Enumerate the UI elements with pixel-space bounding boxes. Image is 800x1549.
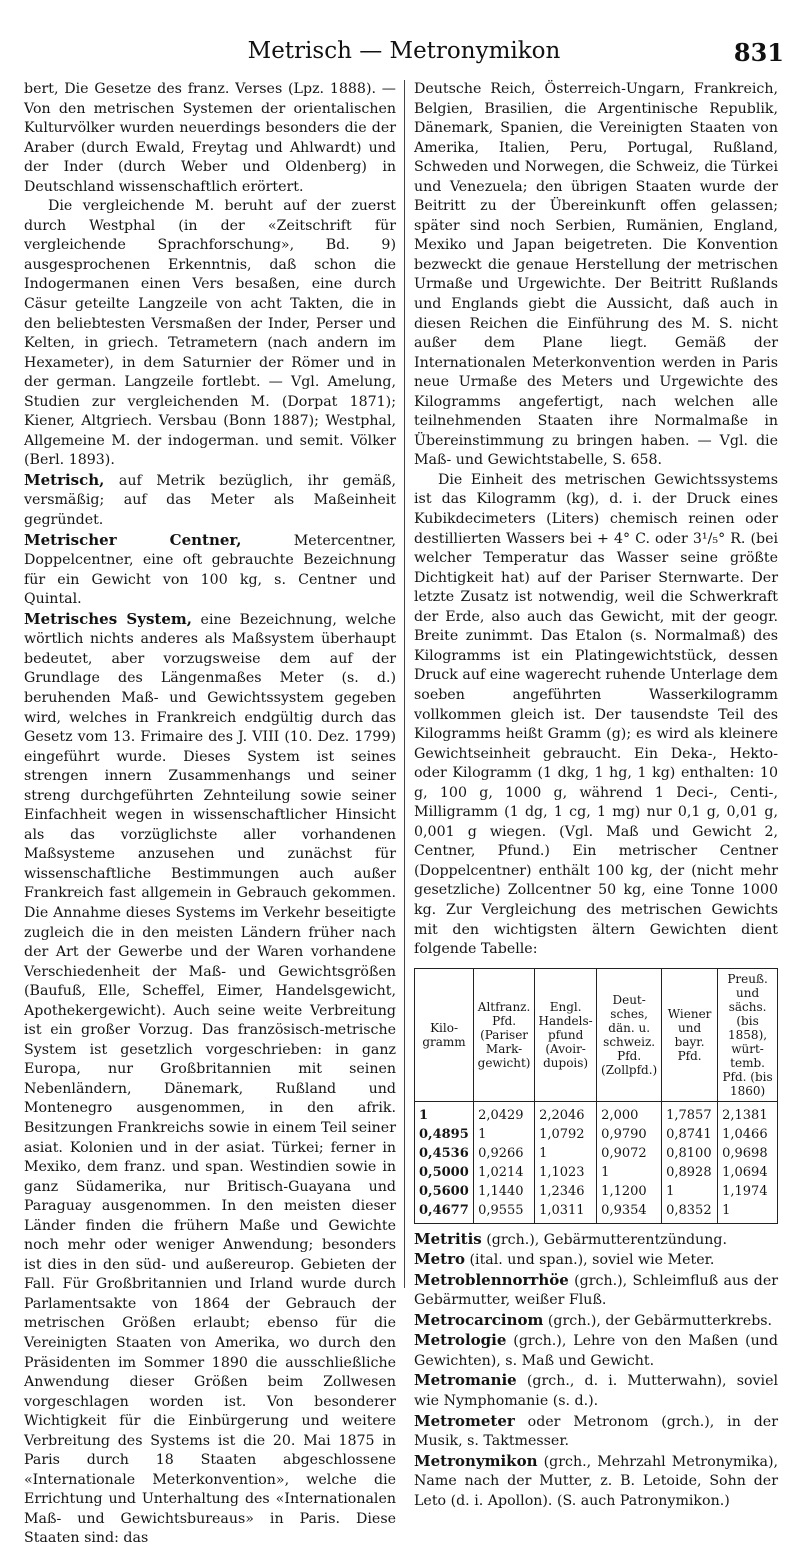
entry-lemma: Metrischer Centner,	[24, 530, 242, 549]
entry-lemma: Metrisches System,	[24, 609, 192, 628]
dictionary-entry	[414, 1311, 778, 1332]
table-cell: 0,9072	[597, 1144, 662, 1163]
table-cell: 1,1200	[597, 1182, 662, 1201]
entry-text: oder Metronom (grch.), in der Musik, s. Taktmesser.	[414, 1413, 778, 1450]
entry-text: Metercentner, Doppelcentner, eine oft gebrauchte Bezeichnung für ein Gewicht von 100 kg, s. Centner und Quintal.	[24, 532, 396, 608]
entry-lemma: Metrometer	[414, 1411, 515, 1430]
table-cell: 0,9354	[597, 1201, 662, 1224]
table-cell: 1,1440	[474, 1182, 535, 1201]
entry-lemma: Metro	[414, 1250, 465, 1269]
table-header-row	[415, 968, 778, 1101]
table-cell: 2,1381	[718, 1101, 778, 1125]
dictionary-entry	[414, 1331, 778, 1371]
entry-lemma: Metronymikon	[414, 1451, 538, 1470]
table-cell: 1,2346	[535, 1182, 597, 1201]
dictionary-entry	[24, 610, 396, 1549]
paragraph: Die Einheit des metrischen Gewichtssystems ist das Kilogramm (kg), d. i. der Druck eines Kubikdecimeters (Liters) chemisch reinen oder destillierten Wassers bei + 4° C. oder 3¹/₅° R. (bei welcher Temperatur das Wasser seine größte Dichtigkeit hat) auf der Pariser Sternwarte. Der letzte Zusatz ist notwendig, weil die Schwerkraft der Erde, also auch das Gewicht, mit der geogr. Breite zunimmt. Das Etalon (s. Normalmaß) des Kilogramms ist ein Platingewichtstück, dessen Druck auf eine wagerecht ruhende Unterlage dem soeben angeführten Wasserkilogramm vollkommen gleich ist. Der tausendste Teil des Kilogramms heißt Gramm (g); es wird als kleinere Gewichtseinheit gebraucht. Ein Deka-, Hekto- oder Kilogramm (1 dkg, 1 hg, 1 kg) enthalten: 10 g, 100 g, 1000 g, während 1 Deci-, Centi-, Milligramm (1 dg, 1 cg, 1 mg) nur 0,1 g, 0,01 g, 0,001 g wiegen. (Vgl. Maß und Gewicht 2, Centner, Pfund.) Ein metrischer Centner (Doppelcentner) enthält 100 kg, der (nicht mehr gesetzliche) Zollcentner 50 kg, eine Tonne 1000 kg. Zur Vergleichung des metrischen Gewichts mit den wichtigsten ältern Gewichten dient folgende Tabelle:	[414, 471, 778, 958]
paragraph: bert, Die Gesetze des franz. Verses (Lpz. 1888). — Von den metrischen Systemen der orientalischen Kulturvölker wurden neuerdings besonders die der Araber (durch Ewald, Freytag und Ahlwardt) und der Inder (durch Weber und Oldenberg) in Deutschland wissenschaftlich erörtert.	[24, 81, 396, 195]
table-cell: 1,0694	[718, 1163, 778, 1182]
table-cell: 2,2046	[535, 1101, 597, 1125]
table-row	[415, 1101, 778, 1125]
entry-text: eine Bezeichnung, welche wörtlich nichts anderes als Maßsystem überhaupt bedeutet, aber vorzugsweise dem auf der Grundlage des Längenmaßes Meter (s. d.) beruhenden Maß- und Gewichtssystem gegeben wird, welches in Frankreich endgültig durch das Gesetz vom 13. Frimaire des J. VIII (10. Dez. 1799) eingeführt wurde. Dieses System ist seines strengen innern Zusammenhangs und seiner streng durchgeführten Zehnteilung sowie seiner Einfachheit wegen in wissenschaftlicher Hinsicht als das vorzüglichste aller vorhandenen Maßsysteme anzusehen und zunächst für wissenschaftliche Bestimmungen auch außer Frankreich fast allgemein in Gebrauch gekommen. Die Annahme dieses Systems im Verkehr beseitigte zugleich die in den meisten Ländern früher nach der Art der Gewerbe und der Waren vorhandene Verschiedenheit der Maß- und Gewichtsgrößen (Baufuß, Elle, Scheffel, Eimer, Handelsgewicht, Apothekergewicht). Auch seine weite Verbreitung ist ein großer Vorzug. Das französisch-metrische System ist gesetzlich vorgeschrieben: in ganz Europa, nur Großbritannien mit seinen Nebenländern, Dänemark, Rußland und Montenegro ausgenommen, in den afrik. Besitzungen Frankreichs sowie in einem Teil seiner asiat. Kolonien und in der asiat. Türkei; ferner in Mexiko, dem franz. und span. Westindien sowie in ganz Südamerika, nur Britisch-Guayana und Paraguay ausgenommen. In den meisten dieser Länder finden die frühern Maße und Gewichte noch mehr oder weniger Anwendung; besonders ist dies in den süd- und außereurop. Gebieten der Fall. Für Großbritannien und Irland wurde durch Parlamentsakte von 1864 der Gebrauch der metrischen Größen erlaubt; ebenso für die Vereinigten Staaten von Amerika, wo durch den Präsidenten im Sommer 1890 die ausschließliche Anwendung dieser Größen beim Zollwesen vorgeschlagen worden ist. Von besonderer Wichtigkeit für die Einbürgerung und weitere Verbreitung des Systems ist die 20. Mai 1875 in Paris durch 18 Staaten abgeschlossene «Internationale Meterkonvention», welche die Errichtung und Unterhaltung des «Internationalen Maß- und Gewichtsbureaus» in Paris. Diese Staaten sind: das	[24, 611, 396, 1547]
table-cell: 0,5600	[415, 1182, 474, 1201]
dictionary-entry	[414, 1371, 778, 1411]
table-header: Wiener und bayr. Pfd.	[662, 968, 718, 1101]
table-header: Altfranz. Pfd. (Pariser Mark-gewicht)	[474, 968, 535, 1101]
page-header	[24, 34, 784, 74]
table-row	[415, 1125, 778, 1144]
entry-lemma: Metroblennorrhöe	[414, 1270, 569, 1289]
table-cell: 0,9555	[474, 1201, 535, 1224]
table-cell: 0,8741	[662, 1125, 718, 1144]
table-cell: 1,1974	[718, 1182, 778, 1201]
table-header: Kilo-gramm	[415, 968, 474, 1101]
entry-text: auf Metrik bezüglich, ihr gemäß, versmäßig; auf das Meter als Maßeinheit gegründet.	[24, 472, 396, 529]
table-cell: 1,0311	[535, 1201, 597, 1224]
table-cell: 1,0214	[474, 1163, 535, 1182]
entry-lemma: Metrocarcinom	[414, 1310, 544, 1329]
weight-comparison-table	[414, 968, 778, 1224]
table-cell: 0,8928	[662, 1163, 718, 1182]
dictionary-entry	[414, 1412, 778, 1452]
dictionary-entry	[414, 1452, 778, 1512]
table-cell: 0,8100	[662, 1144, 718, 1163]
entry-text: (grch.), Schleimfluß aus der Gebärmutter, weißer Fluß.	[414, 1272, 778, 1309]
table-header: Engl. Handels-pfund (Avoir-dupois)	[535, 968, 597, 1101]
table-cell: 1	[718, 1201, 778, 1224]
page-number: 831	[733, 38, 784, 67]
table-cell: 2,000	[597, 1101, 662, 1125]
entry-text: (grch.), Lehre von den Maßen (und Gewichten), s. Maß und Gewicht.	[414, 1333, 778, 1369]
table-cell: 1,7857	[662, 1101, 718, 1125]
table-row	[415, 1163, 778, 1182]
dictionary-entry	[414, 1230, 778, 1251]
entry-text: (ital. und span.), soviel wie Meter.	[469, 1252, 715, 1269]
entry-lemma: Metrisch,	[24, 470, 105, 489]
table-cell: 2,0429	[474, 1101, 535, 1125]
paragraph: Deutsche Reich, Österreich-Ungarn, Frankreich, Belgien, Brasilien, die Argentinische Republik, Dänemark, Spanien, die Vereinigten Staaten von Amerika, Italien, Peru, Portugal, Rußland, Schweden und Norwegen, die Schweiz, die Türkei und Venezuela; den übrigen Staaten wurde der Beitritt zu der Übereinkunft offen gelassen; später sind noch Serbien, Rumänien, England, Mexiko und Japan beigetreten. Die Konvention bezweckt die genaue Herstellung der metrischen Urmaße und Urgewichte. Der Beitritt Rußlands und Englands giebt die Aussicht, daß auch in diesen Reichen die Einführung des M. S. nicht außer dem Plane liegt. Gemäß der Internationalen Meterkonvention werden in Paris neue Urmaße des Meters und Urgewichte des Kilogramms angefertigt, nach welchen alle teilnehmenden Staaten ihre Normalmaße in Übereinstimmung zu bringen haben. — Vgl. die Maß- und Gewichtstabelle, S. 658.	[414, 81, 778, 469]
table-cell: 0,4677	[415, 1201, 474, 1224]
table-cell: 0,8352	[662, 1201, 718, 1224]
entry-text: (grch.), Gebärmutterentzündung.	[486, 1231, 727, 1248]
entry-lemma: Metritis	[414, 1229, 482, 1248]
table-header: Preuß. und sächs. (bis 1858), würt-temb. Pfd. (bis 1860)	[718, 968, 778, 1101]
table-cell: 0,4895	[415, 1125, 474, 1144]
table-cell: 1	[415, 1101, 474, 1125]
table-cell: 1,0466	[718, 1125, 778, 1144]
table-cell: 0,5000	[415, 1163, 474, 1182]
table-cell: 1	[474, 1125, 535, 1144]
table-cell: 0,4536	[415, 1144, 474, 1163]
table-row	[415, 1144, 778, 1163]
table-cell: 1	[535, 1144, 597, 1163]
right-column	[414, 80, 778, 1511]
entry-text: (grch., Mehrzahl Metronymika), Name nach der Mutter, z. B. Letoide, Sohn der Leto (d. i. Apollon). (S. auch Patronymikon.)	[414, 1453, 778, 1509]
entry-lemma: Metromanie	[414, 1371, 517, 1390]
table-cell: 1	[597, 1163, 662, 1182]
running-title: Metrisch — Metronymikon	[247, 38, 561, 64]
entry-lemma: Metrologie	[414, 1331, 507, 1350]
table-cell: 0,9698	[718, 1144, 778, 1163]
left-column	[24, 80, 396, 1549]
table-row	[415, 1201, 778, 1224]
dictionary-entry	[414, 1250, 778, 1271]
dictionary-entry	[24, 471, 396, 531]
dictionary-entry	[24, 531, 396, 610]
table-row	[415, 1182, 778, 1201]
entry-text: (grch., d. i. Mutterwahn), soviel wie Nymphomanie (s. d.).	[414, 1373, 779, 1409]
table-cell: 0,9266	[474, 1144, 535, 1163]
table-cell: 1,1023	[535, 1163, 597, 1182]
table-cell: 1,0792	[535, 1125, 597, 1144]
table-cell: 0,9790	[597, 1125, 662, 1144]
table-header: Deut-sches, dän. u. schweiz. Pfd. (Zollpfd.)	[597, 968, 662, 1101]
table-cell: 1	[662, 1182, 718, 1201]
paragraph: Die vergleichende M. beruht auf der zuerst durch Westphal (in der «Zeitschrift für vergleichende Sprachforschung», Bd. 9) ausgesprochenen Erkenntnis, daß schon die Indogermanen einen Vers besaßen, eine durch Cäsur geteilte Langzeile von acht Takten, die in den beliebtesten Versmaßen der Inder, Perser und Kelten, in griech. Tetrametern (nach andern im Hexameter), in dem Saturnier der Römer und in der german. Langzeile fortlebt. — Vgl. Amelung, Studien zur vergleichenden M. (Dorpat 1871); Kiener, Altgriech. Versbau (Bonn 1887); Westphal, Allgemeine M. der indogerman. und semit. Völker (Berl. 1893).	[24, 198, 396, 469]
column-divider	[404, 80, 405, 1288]
entry-text: (grch.), der Gebärmutterkrebs.	[547, 1312, 773, 1329]
